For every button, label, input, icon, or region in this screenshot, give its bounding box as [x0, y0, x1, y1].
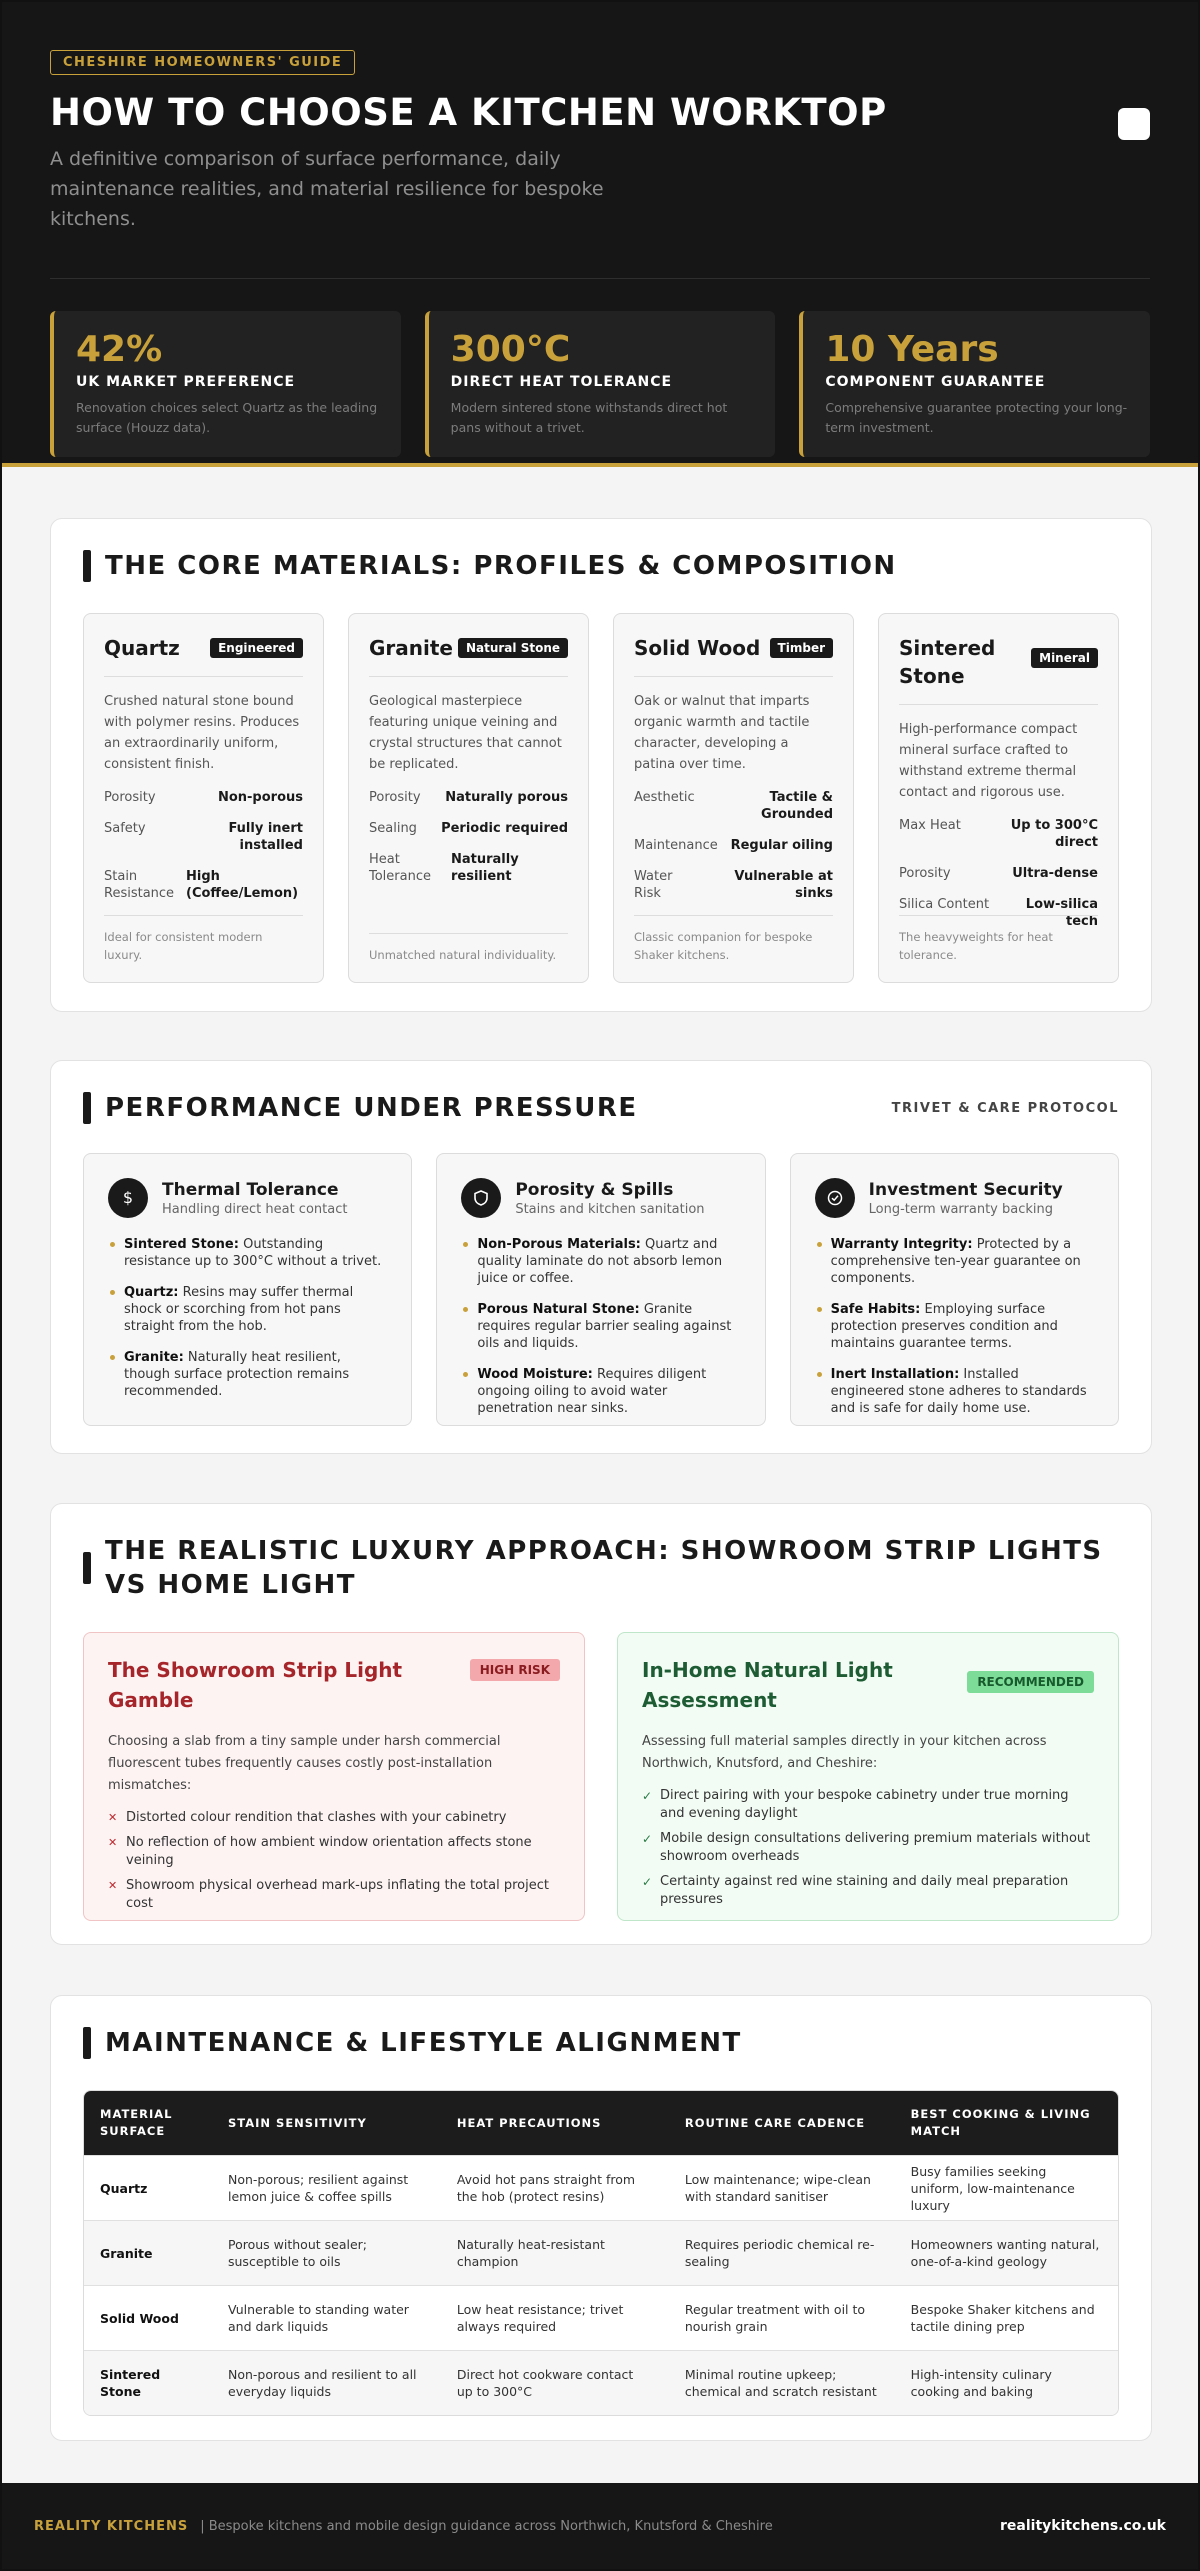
materials-section: [50, 518, 1152, 1012]
table-cell: Naturally heat-resistant champion: [441, 2220, 669, 2285]
stat-description: Modern sintered stone withstands direct hot pans without a trivet.: [450, 400, 728, 435]
table-cell: Busy families seeking uniform, low-maintenance luxury: [895, 2155, 1118, 2220]
stat-value: 300°C: [450, 329, 571, 370]
risk-badge: HIGH RISK: [470, 1659, 560, 1681]
stat-card: [425, 311, 776, 457]
material-property: [369, 820, 568, 837]
title-bar: [83, 1092, 91, 1124]
table-cell: Regular treatment with oil to nourish grain: [669, 2285, 895, 2350]
card-description: Choosing a slab from a tiny sample under harsh commercial fluorescent tubes frequently causes costly post-installation mismatches:: [108, 1734, 501, 1793]
property-value: Low-silica tech: [1025, 897, 1098, 929]
column-header: STAIN SENSITIVITY: [212, 2091, 441, 2155]
list-item: Non-Porous Materials: Quartz and quality laminate do not absorb lemon juice or coffee.: [461, 1236, 740, 1287]
material-property: [634, 868, 833, 902]
section-title-text: PERFORMANCE UNDER PRESSURE: [105, 1093, 638, 1123]
table-cell: Homeowners wanting natural, one-of-a-kind geology: [895, 2220, 1118, 2285]
list-item: Granite: Naturally heat resilient, though surface protection remains recommended.: [108, 1349, 387, 1400]
material-card-quartz: [83, 613, 324, 983]
section-title: [83, 2026, 1119, 2060]
material-description: High-performance compact mineral surface crafted to withstand extreme thermal contact and rigorous use.: [899, 722, 1078, 800]
card-description: Assessing full material samples directly in your kitchen across Northwich, Knutsford, and Cheshire:: [642, 1734, 1047, 1771]
stat-description: Renovation choices select Quartz as the leading surface (Houzz data).: [76, 400, 378, 435]
material-footnote: Unmatched natural individuality.: [369, 933, 568, 964]
material-card-solid-wood: [613, 613, 854, 983]
list-item: Wood Moisture: Requires diligent ongoing oiling to avoid water penetration near sinks.: [461, 1366, 740, 1417]
table-cell: Minimal routine upkeep; chemical and scratch resistant: [669, 2350, 895, 2415]
list-item: ✕ Distorted colour rendition that clashes with your cabinetry: [108, 1809, 560, 1827]
card-subtitle: Handling direct heat contact: [162, 1201, 348, 1217]
property-key: Water Risk: [634, 869, 673, 901]
property-key: Safety: [104, 821, 146, 836]
footer-description: | Bespoke kitchens and mobile design guidance across Northwich, Knutsford & Cheshire: [200, 2518, 773, 2534]
material-property: [369, 789, 568, 806]
stat-description: Comprehensive guarantee protecting your long-term investment.: [825, 400, 1128, 435]
section-title-text: MAINTENANCE & LIFESTYLE ALIGNMENT: [105, 2028, 742, 2058]
stat-card: [799, 311, 1150, 457]
card-subtitle: Stains and kitchen sanitation: [515, 1201, 705, 1217]
material-footnote: Classic companion for bespoke Shaker kitchens.: [634, 915, 833, 964]
material-description: Geological masterpiece featuring unique veining and crystal structures that cannot be replicated.: [369, 694, 562, 772]
material-property: [104, 820, 303, 854]
website-link[interactable]: realitykitchens.co.uk: [1000, 2518, 1166, 2534]
table-row: [84, 2220, 1118, 2285]
site-footer: [2, 2483, 1198, 2569]
material-name: Sintered Stone: [899, 636, 996, 688]
list-item: ✕ Showroom physical overhead mark-ups inflating the total project cost: [108, 1877, 560, 1913]
table-cell: Avoid hot pans straight from the hob (protect resins): [441, 2155, 669, 2220]
page-subtitle: A definitive comparison of surface performance, daily maintenance realities, and material resilience for bespoke kitchens.: [50, 148, 604, 230]
title-bar: [83, 2027, 91, 2059]
stat-label: DIRECT HEAT TOLERANCE: [450, 374, 673, 390]
material-description: Crushed natural stone bound with polymer resins. Produces an extraordinarily uniform, consistent finish.: [104, 694, 300, 772]
card-title: Investment Security: [868, 1179, 1063, 1200]
material-card-granite: [348, 613, 589, 983]
material-name: Solid Wood: [634, 636, 761, 660]
dollar-icon: [108, 1178, 148, 1218]
material-card-sintered-stone: [878, 613, 1119, 983]
column-header: BEST COOKING & LIVING MATCH: [895, 2091, 1118, 2155]
in-home-recommended-card: [617, 1632, 1119, 1921]
stat-label: UK MARKET PREFERENCE: [76, 374, 296, 390]
table-cell: High-intensity culinary cooking and baking: [895, 2350, 1118, 2415]
stats-row: [50, 311, 1150, 457]
divider: [50, 278, 1150, 279]
property-value: Naturally porous: [445, 790, 568, 805]
table-cell: Non-porous and resilient to all everyday liquids: [212, 2350, 441, 2415]
page-title: HOW TO CHOOSE A KITCHEN WORKTOP: [50, 91, 887, 134]
stat-value: 42%: [76, 329, 163, 370]
performance-card-thermal: [83, 1153, 412, 1426]
material-name: Granite: [369, 636, 453, 660]
shield-icon: [461, 1178, 501, 1218]
recommended-badge: RECOMMENDED: [967, 1671, 1094, 1693]
list-item: ✓ Direct pairing with your bespoke cabinetry under true morning and evening daylight: [642, 1787, 1094, 1823]
property-key: Heat Tolerance: [369, 852, 431, 884]
property-key: Porosity: [899, 866, 951, 881]
material-name: Quartz: [104, 636, 180, 660]
table-header-row: [84, 2091, 1118, 2155]
material-description: Oak or walnut that imparts organic warmth and tactile character, developing a patina over time.: [634, 694, 810, 772]
material-property: [634, 837, 833, 854]
property-key: Porosity: [104, 790, 156, 805]
list-item: Warranty Integrity: Protected by a comprehensive ten-year guarantee on components.: [815, 1236, 1094, 1287]
property-value: Up to 300°C direct: [1010, 818, 1098, 850]
list-item: Sintered Stone: Outstanding resistance up to 300°C without a trivet.: [108, 1236, 387, 1270]
property-value: Non-porous: [217, 790, 303, 805]
guide-tag: CHESHIRE HOMEOWNERS' GUIDE: [50, 50, 355, 75]
showroom-risk-card: [83, 1632, 585, 1921]
performance-section: [50, 1060, 1152, 1454]
protocol-label: TRIVET & CARE PROTOCOL: [891, 1100, 1119, 1116]
table-cell: Granite: [84, 2220, 212, 2285]
card-title: In-Home Natural Light Assessment: [642, 1658, 893, 1712]
column-header: HEAT PRECAUTIONS: [441, 2091, 669, 2155]
property-key: Aesthetic: [634, 790, 695, 805]
property-value: Tactile & Grounded: [761, 790, 833, 822]
property-key: Porosity: [369, 790, 421, 805]
property-value: Regular oiling: [730, 838, 833, 853]
list-item: Safe Habits: Employing surface protection preserves condition and maintains guarantee terms.: [815, 1301, 1094, 1352]
material-property: [369, 851, 568, 885]
property-value: Periodic required: [441, 821, 568, 836]
material-property: [899, 865, 1098, 882]
property-key: Stain Resistance: [104, 869, 175, 901]
table-cell: Low heat resistance; trivet always required: [441, 2285, 669, 2350]
material-property: [899, 817, 1098, 851]
table-cell: Direct hot cookware contact up to 300°C: [441, 2350, 669, 2415]
list-item: Porous Natural Stone: Granite requires regular barrier sealing against oils and liquids.: [461, 1301, 740, 1352]
title-bar: [83, 550, 91, 582]
material-badge: Timber: [770, 638, 833, 658]
property-key: Max Heat: [899, 818, 961, 833]
table-row: [84, 2155, 1118, 2220]
list-item: Quartz: Resins may suffer thermal shock or scorching from hot pans straight from the hob.: [108, 1284, 387, 1335]
card-title: The Showroom Strip Light Gamble: [108, 1658, 403, 1712]
list-item: ✓ Mobile design consultations delivering premium materials without showroom overheads: [642, 1830, 1094, 1866]
stat-value: 10 Years: [825, 329, 999, 370]
property-value: High (Coffee/Lemon): [186, 869, 299, 901]
list-item: Inert Installation: Installed engineered stone adheres to standards and is safe for daily home use.: [815, 1366, 1094, 1417]
property-value: Vulnerable at sinks: [734, 869, 833, 901]
table-cell: Requires periodic chemical re-sealing: [669, 2220, 895, 2285]
section-title: [83, 549, 1119, 583]
table-cell: Solid Wood: [84, 2285, 212, 2350]
table-row: [84, 2350, 1118, 2415]
table-cell: Non-porous; resilient against lemon juice & coffee spills: [212, 2155, 441, 2220]
property-value: Fully inert installed: [228, 821, 303, 853]
property-value: Naturally resilient: [451, 852, 519, 884]
material-footnote: Ideal for consistent modern luxury.: [104, 915, 303, 964]
table-cell: Bespoke Shaker kitchens and tactile dining prep: [895, 2285, 1118, 2350]
material-property: [104, 789, 303, 806]
section-title: [83, 1091, 638, 1125]
card-subtitle: Long-term warranty backing: [868, 1201, 1053, 1217]
material-badge: Natural Stone: [458, 638, 568, 658]
material-property: [634, 789, 833, 823]
section-title: [83, 1534, 1119, 1602]
section-title-text: THE CORE MATERIALS: PROFILES & COMPOSITION: [105, 551, 897, 581]
maintenance-table: [83, 2090, 1119, 2416]
luxury-section: [50, 1503, 1152, 1945]
performance-card-investment: [790, 1153, 1119, 1426]
title-bar: [83, 1552, 91, 1584]
list-item: ✕ No reflection of how ambient window orientation affects stone veining: [108, 1834, 560, 1870]
table-cell: Porous without sealer; susceptible to oils: [212, 2220, 441, 2285]
card-title: Porosity & Spills: [515, 1179, 674, 1200]
table-cell: Vulnerable to standing water and dark liquids: [212, 2285, 441, 2350]
table-cell: Quartz: [84, 2155, 212, 2220]
material-property: [104, 868, 303, 902]
material-badge: Engineered: [210, 638, 303, 658]
performance-card-porosity: [436, 1153, 765, 1426]
check-circle-icon: [815, 1178, 855, 1218]
maintenance-section: [50, 1995, 1152, 2441]
list-item: ✓ Certainty against red wine staining and daily meal preparation pressures: [642, 1873, 1094, 1909]
column-header: MATERIAL SURFACE: [84, 2091, 212, 2155]
stat-label: COMPONENT GUARANTEE: [825, 374, 1046, 390]
stat-card: [50, 311, 401, 457]
material-badge: Mineral: [1031, 648, 1098, 668]
table-cell: Sintered Stone: [84, 2350, 212, 2415]
table-cell: Low maintenance; wipe-clean with standard sanitiser: [669, 2155, 895, 2220]
property-key: Maintenance: [634, 838, 718, 853]
column-header: ROUTINE CARE CADENCE: [669, 2091, 895, 2155]
brand-logo-text[interactable]: REALITY KITCHENS: [34, 2518, 189, 2534]
svg-text:$: $: [122, 1188, 134, 1207]
section-title-text: THE REALISTIC LUXURY APPROACH: SHOWROOM STRIP LIGHTS VS HOME LIGHT: [105, 1536, 1103, 1600]
property-key: Silica Content: [899, 897, 990, 912]
property-value: Ultra-dense: [1012, 866, 1098, 881]
hero-header: [2, 2, 1198, 467]
property-key: Sealing: [369, 821, 417, 836]
material-footnote: The heavyweights for heat tolerance.: [899, 915, 1098, 964]
table-row: [84, 2285, 1118, 2350]
menu-square-button[interactable]: [1118, 108, 1150, 140]
card-title: Thermal Tolerance: [162, 1179, 339, 1200]
